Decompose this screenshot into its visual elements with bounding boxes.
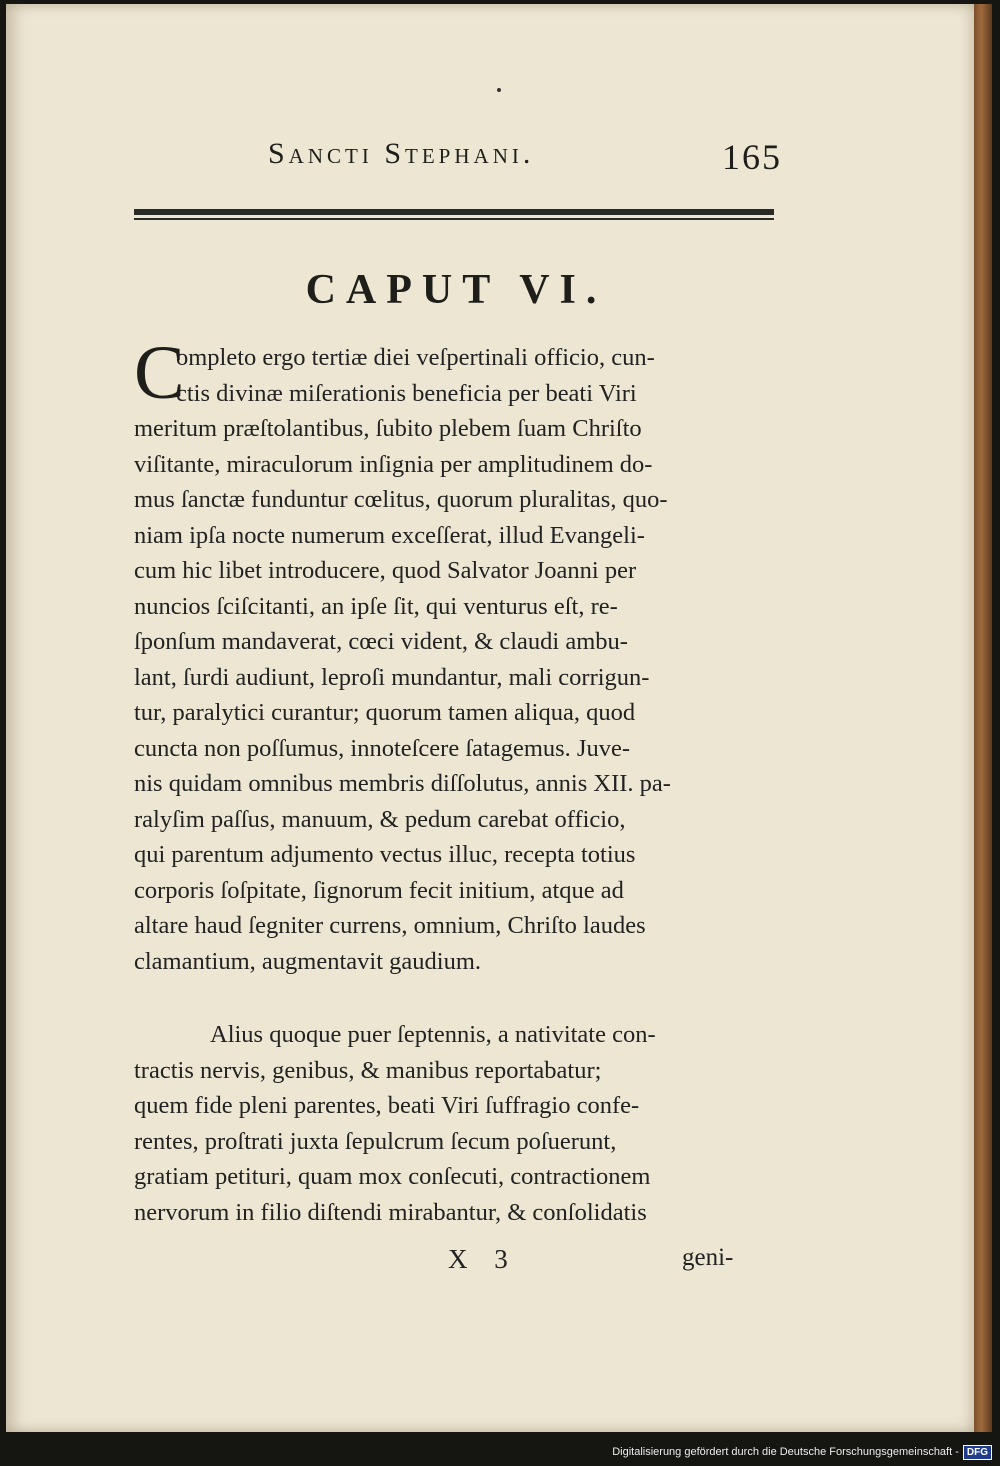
book-page bbox=[6, 4, 974, 1432]
text-line: niam ipſa nocte numerum exceſſerat, illud Evangeli- bbox=[134, 521, 645, 549]
text-line: ctis divinæ miſerationis beneficia per beati Viri bbox=[176, 379, 637, 407]
credit-text: Digitalisierung gefördert durch die Deutsche Forschungsgemeinschaft - bbox=[612, 1446, 959, 1458]
drop-cap-initial: C bbox=[134, 331, 185, 415]
text-line: altare haud ſegniter currens, omnium, Chriſto laudes bbox=[134, 912, 646, 939]
text-line: lant, ſurdi audiunt, leproſi mundantur, mali corrigun- bbox=[134, 663, 650, 691]
paragraph-2 bbox=[134, 1017, 782, 1230]
text-line: quem fide pleni parentes, beati Viri ſuffragio confe- bbox=[134, 1092, 640, 1119]
book-edge bbox=[974, 4, 992, 1432]
text-line: viſitante, miraculorum inſignia per amplitudinem do- bbox=[134, 450, 653, 478]
header-rule-thin bbox=[134, 218, 774, 220]
header-rule-thick bbox=[134, 209, 774, 215]
paragraph-1 bbox=[134, 340, 782, 979]
signature-mark: X 3 bbox=[448, 1244, 518, 1274]
dfg-logo-icon: DFG bbox=[963, 1445, 992, 1460]
page-number: 165 bbox=[722, 137, 782, 177]
text-line: ſponſum mandaverat, cœci vident, & claudi ambu- bbox=[134, 628, 628, 655]
digitization-credit bbox=[612, 1443, 992, 1461]
text-line: ralyſim paſſus, manuum, & pedum carebat officio, bbox=[134, 805, 626, 833]
catchword: geni- bbox=[682, 1244, 734, 1271]
ink-speck bbox=[497, 88, 501, 92]
text-line: nuncios ſciſcitanti, an ipſe ſit, qui venturus eſt, re- bbox=[134, 592, 618, 620]
text-line: ompleto ergo tertiæ diei veſpertinali officio, cun- bbox=[176, 344, 655, 371]
text-line: rentes, proſtrati juxta ſepulcrum ſecum poſuerunt, bbox=[134, 1127, 617, 1155]
text-line: gratiam petituri, quam mox conſecuti, contractionem bbox=[134, 1163, 651, 1190]
chapter-heading: CAPUT VI. bbox=[305, 267, 607, 313]
text-line: corporis ſoſpitate, ſignorum fecit initium, atque ad bbox=[134, 876, 624, 904]
text-line: nis quidam omnibus membris diſſolutus, annis XII. pa- bbox=[134, 770, 671, 797]
text-line: meritum præſtolantibus, ſubito plebem ſuam Chriſto bbox=[134, 415, 642, 442]
text-line: qui parentum adjumento vectus illuc, recepta totius bbox=[134, 841, 636, 868]
text-line: cum hic libet introducere, quod Salvator Joanni per bbox=[134, 557, 637, 584]
text-line: Alius quoque puer ſeptennis, a nativitate con- bbox=[210, 1021, 656, 1048]
text-line: clamantium, augmentavit gaudium. bbox=[134, 947, 481, 975]
text-line: tur, paralytici curantur; quorum tamen aliqua, quod bbox=[134, 699, 636, 726]
running-title: Sancti Stephani. bbox=[268, 137, 535, 170]
text-line: cuncta non poſſumus, innoteſcere ſatagemus. Juve- bbox=[134, 734, 630, 762]
text-line: mus ſanctæ funduntur cœlitus, quorum pluralitas, quo- bbox=[134, 486, 668, 513]
text-line: nervorum in filio diſtendi mirabantur, & conſolidatis bbox=[134, 1198, 647, 1226]
body-text bbox=[134, 331, 782, 1230]
text-line: tractis nervis, genibus, & manibus reportabatur; bbox=[134, 1056, 602, 1084]
